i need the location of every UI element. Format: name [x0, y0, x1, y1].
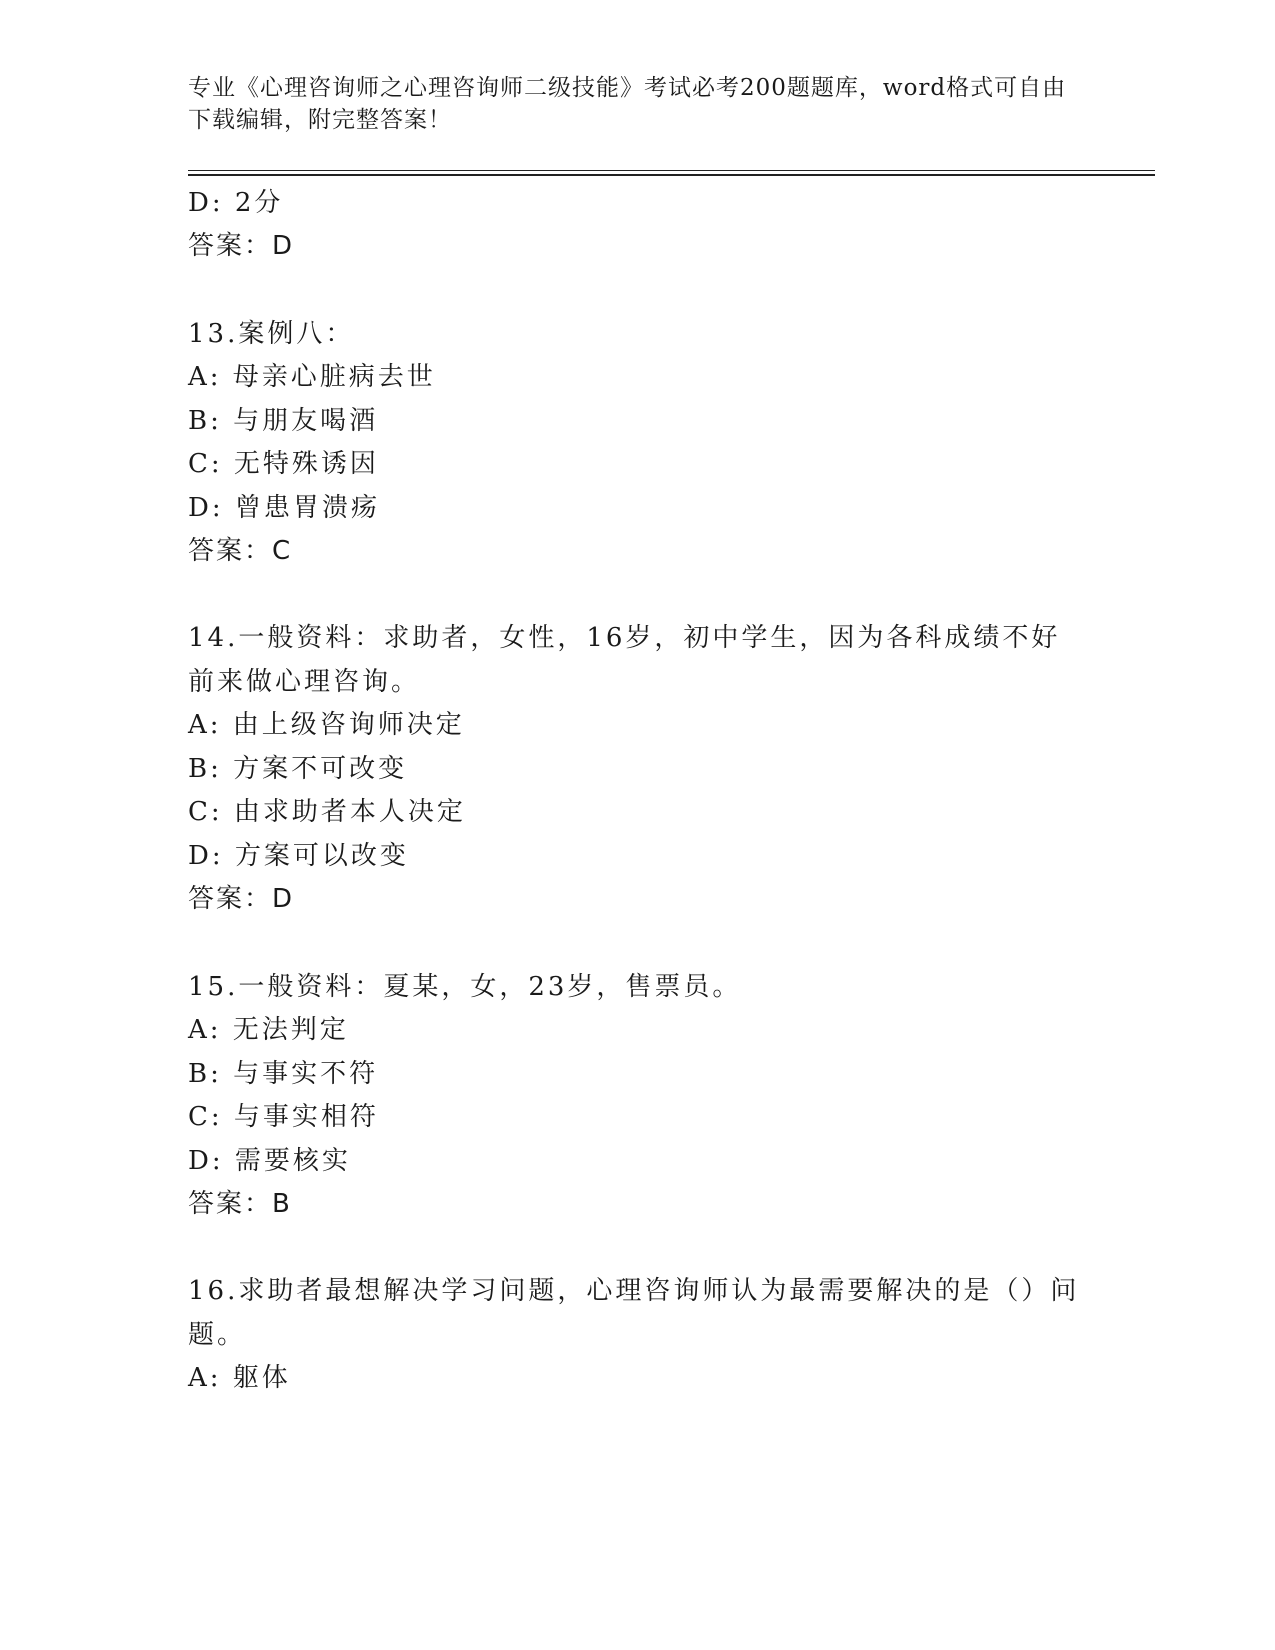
answer: 答案：D [188, 231, 295, 261]
option-c: C: 无特殊诱因 [188, 449, 379, 479]
answer: 答案：D [188, 884, 295, 914]
answer: 答案：B [188, 1189, 292, 1219]
header-rule-thick [188, 174, 1155, 176]
page-header: 专业《心理咨询师之心理咨询师二级技能》考试必考200题题库，word格式可自由下载编辑，附完整答案！ [188, 75, 1067, 133]
option-a: A: 母亲心脏病去世 [188, 362, 436, 392]
option-d: D: 曾患胃溃疡 [188, 493, 380, 523]
option-d: D: 2分 [188, 188, 284, 218]
option-a: A: 躯体 [188, 1363, 291, 1393]
question-text: 16.求助者最想解决学习问题，心理咨询师认为最需要解决的是（）问题。 [188, 1276, 1080, 1350]
answer: 答案：C [188, 536, 293, 566]
question-text: 13.案例八： [188, 319, 355, 349]
option-c: C: 与事实相符 [188, 1102, 379, 1132]
question-text: 14.一般资料：求助者，女性，16岁，初中学生，因为各科成绩不好前来做心理咨询。 [188, 623, 1061, 697]
option-b: B: 与朋友喝酒 [188, 406, 379, 436]
option-d: D: 需要核实 [188, 1146, 351, 1176]
question-text: 15.一般资料：夏某，女，23岁，售票员。 [188, 972, 742, 1002]
header-rule-thin [188, 170, 1155, 171]
option-b: B: 与事实不符 [188, 1059, 379, 1089]
option-c: C: 由求助者本人决定 [188, 797, 466, 827]
option-d: D: 方案可以改变 [188, 841, 409, 871]
option-a: A: 由上级咨询师决定 [188, 710, 465, 740]
option-a: A: 无法判定 [188, 1015, 349, 1045]
option-b: B: 方案不可改变 [188, 754, 408, 784]
